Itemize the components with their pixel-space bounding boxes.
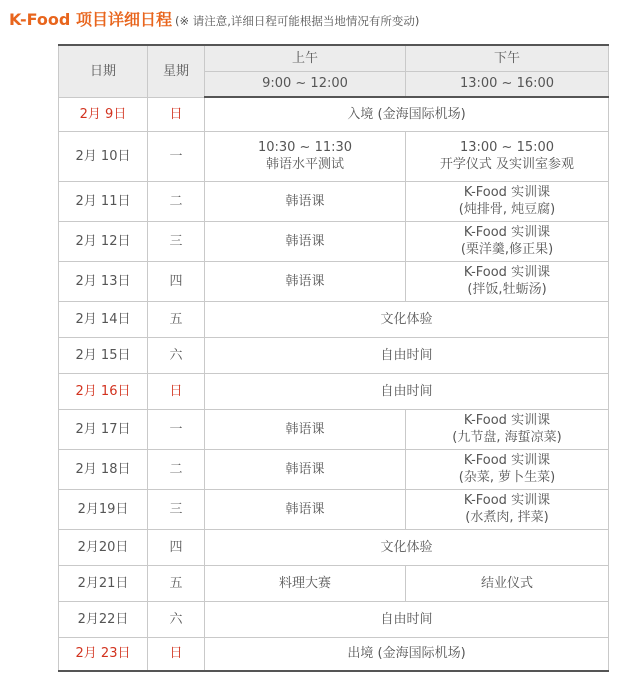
pm-line: 13:00 ~ 15:00 [459, 140, 555, 155]
schedule-row [59, 97, 609, 131]
row-weekday: 六 [148, 601, 205, 637]
schedule-row [59, 449, 609, 489]
row-date: 2月 16日 [59, 373, 148, 409]
header-pm-time: 13:00 ~ 16:00 [406, 71, 609, 97]
header-am: 上午 [205, 45, 406, 71]
header-pm: 下午 [406, 45, 609, 71]
pm-line: 开学仪式 及实训室参观 [439, 157, 575, 172]
row-weekday: 三 [148, 221, 205, 261]
row-weekday: 二 [148, 181, 205, 221]
pm-line: K-Food 实训课 [463, 493, 551, 508]
row-date: 2月19日 [59, 489, 148, 529]
row-date: 2月22日 [59, 601, 148, 637]
row-pm [406, 181, 609, 221]
pm-line: K-Food 实训课 [463, 453, 551, 468]
row-am: 韩语课 [205, 489, 406, 529]
row-weekday: 日 [148, 97, 205, 131]
schedule-row [59, 529, 609, 565]
pm-line: (水煮肉, 拌菜) [465, 510, 549, 525]
schedule-row [59, 181, 609, 221]
row-date: 2月 11日 [59, 181, 148, 221]
row-all-day: 入境 (金海国际机场) [205, 97, 609, 131]
row-date: 2月 17日 [59, 409, 148, 449]
row-weekday: 一 [148, 409, 205, 449]
row-pm [406, 449, 609, 489]
pm-line: K-Food 实训课 [463, 265, 551, 280]
row-pm [406, 261, 609, 301]
row-all-day: 自由时间 [205, 601, 609, 637]
row-all-day: 文化体验 [205, 301, 609, 337]
schedule-table [58, 44, 609, 672]
row-weekday: 五 [148, 565, 205, 601]
pm-line: (拌饭,牡蛎汤) [467, 282, 547, 297]
pm-line: K-Food 实训课 [463, 225, 551, 240]
row-date: 2月 12日 [59, 221, 148, 261]
schedule-row [59, 565, 609, 601]
row-weekday: 一 [148, 131, 205, 181]
title-main: K-Food 项目详细日程 [9, 10, 172, 29]
schedule-row [59, 637, 609, 671]
row-weekday: 二 [148, 449, 205, 489]
schedule-row [59, 601, 609, 637]
pm-line: K-Food 实训课 [463, 185, 551, 200]
title-note: (※ 请注意,详细日程可能根据当地情况有所变动) [174, 14, 420, 28]
row-am: 韩语课 [205, 449, 406, 489]
schedule-row [59, 489, 609, 529]
pm-line: K-Food 实训课 [463, 413, 551, 428]
page-title [9, 9, 419, 32]
schedule-row [59, 301, 609, 337]
row-am: 韩语课 [205, 409, 406, 449]
row-am: 料理大赛 [205, 565, 406, 601]
row-date: 2月 10日 [59, 131, 148, 181]
row-weekday: 四 [148, 529, 205, 565]
row-all-day: 自由时间 [205, 337, 609, 373]
row-all-day: 出境 (金海国际机场) [205, 637, 609, 671]
row-am: 韩语课 [205, 261, 406, 301]
schedule-row [59, 373, 609, 409]
header-weekday: 星期 [148, 45, 205, 97]
row-weekday: 四 [148, 261, 205, 301]
row-pm [406, 409, 609, 449]
row-date: 2月20日 [59, 529, 148, 565]
schedule-row [59, 409, 609, 449]
row-weekday: 六 [148, 337, 205, 373]
row-weekday: 三 [148, 489, 205, 529]
row-all-day: 自由时间 [205, 373, 609, 409]
pm-line: (栗洋羹,修正果) [460, 242, 554, 257]
row-date: 2月 14日 [59, 301, 148, 337]
row-weekday: 五 [148, 301, 205, 337]
header-date: 日期 [59, 45, 148, 97]
header-am-time: 9:00 ~ 12:00 [205, 71, 406, 97]
schedule-row [59, 221, 609, 261]
row-am: 韩语课 [205, 181, 406, 221]
am-line: 10:30 ~ 11:30 [257, 140, 353, 155]
pm-line: (炖排骨, 炖豆腐) [458, 202, 556, 217]
row-pm [406, 221, 609, 261]
row-pm [406, 489, 609, 529]
row-pm: 结业仪式 [406, 565, 609, 601]
schedule-row [59, 261, 609, 301]
row-date: 2月 18日 [59, 449, 148, 489]
row-date: 2月 23日 [59, 637, 148, 671]
pm-line: (杂菜, 萝卜生菜) [458, 470, 556, 485]
schedule-row [59, 337, 609, 373]
schedule-row [59, 131, 609, 181]
row-date: 2月21日 [59, 565, 148, 601]
am-line: 韩语水平测试 [265, 157, 344, 172]
row-weekday: 日 [148, 373, 205, 409]
row-all-day: 文化体验 [205, 529, 609, 565]
row-am: 韩语课 [205, 221, 406, 261]
row-weekday: 日 [148, 637, 205, 671]
row-date: 2月 9日 [59, 97, 148, 131]
row-pm [406, 131, 609, 181]
pm-line: (九节盘, 海蜇凉菜) [452, 430, 562, 445]
row-date: 2月 15日 [59, 337, 148, 373]
row-date: 2月 13日 [59, 261, 148, 301]
row-am [205, 131, 406, 181]
